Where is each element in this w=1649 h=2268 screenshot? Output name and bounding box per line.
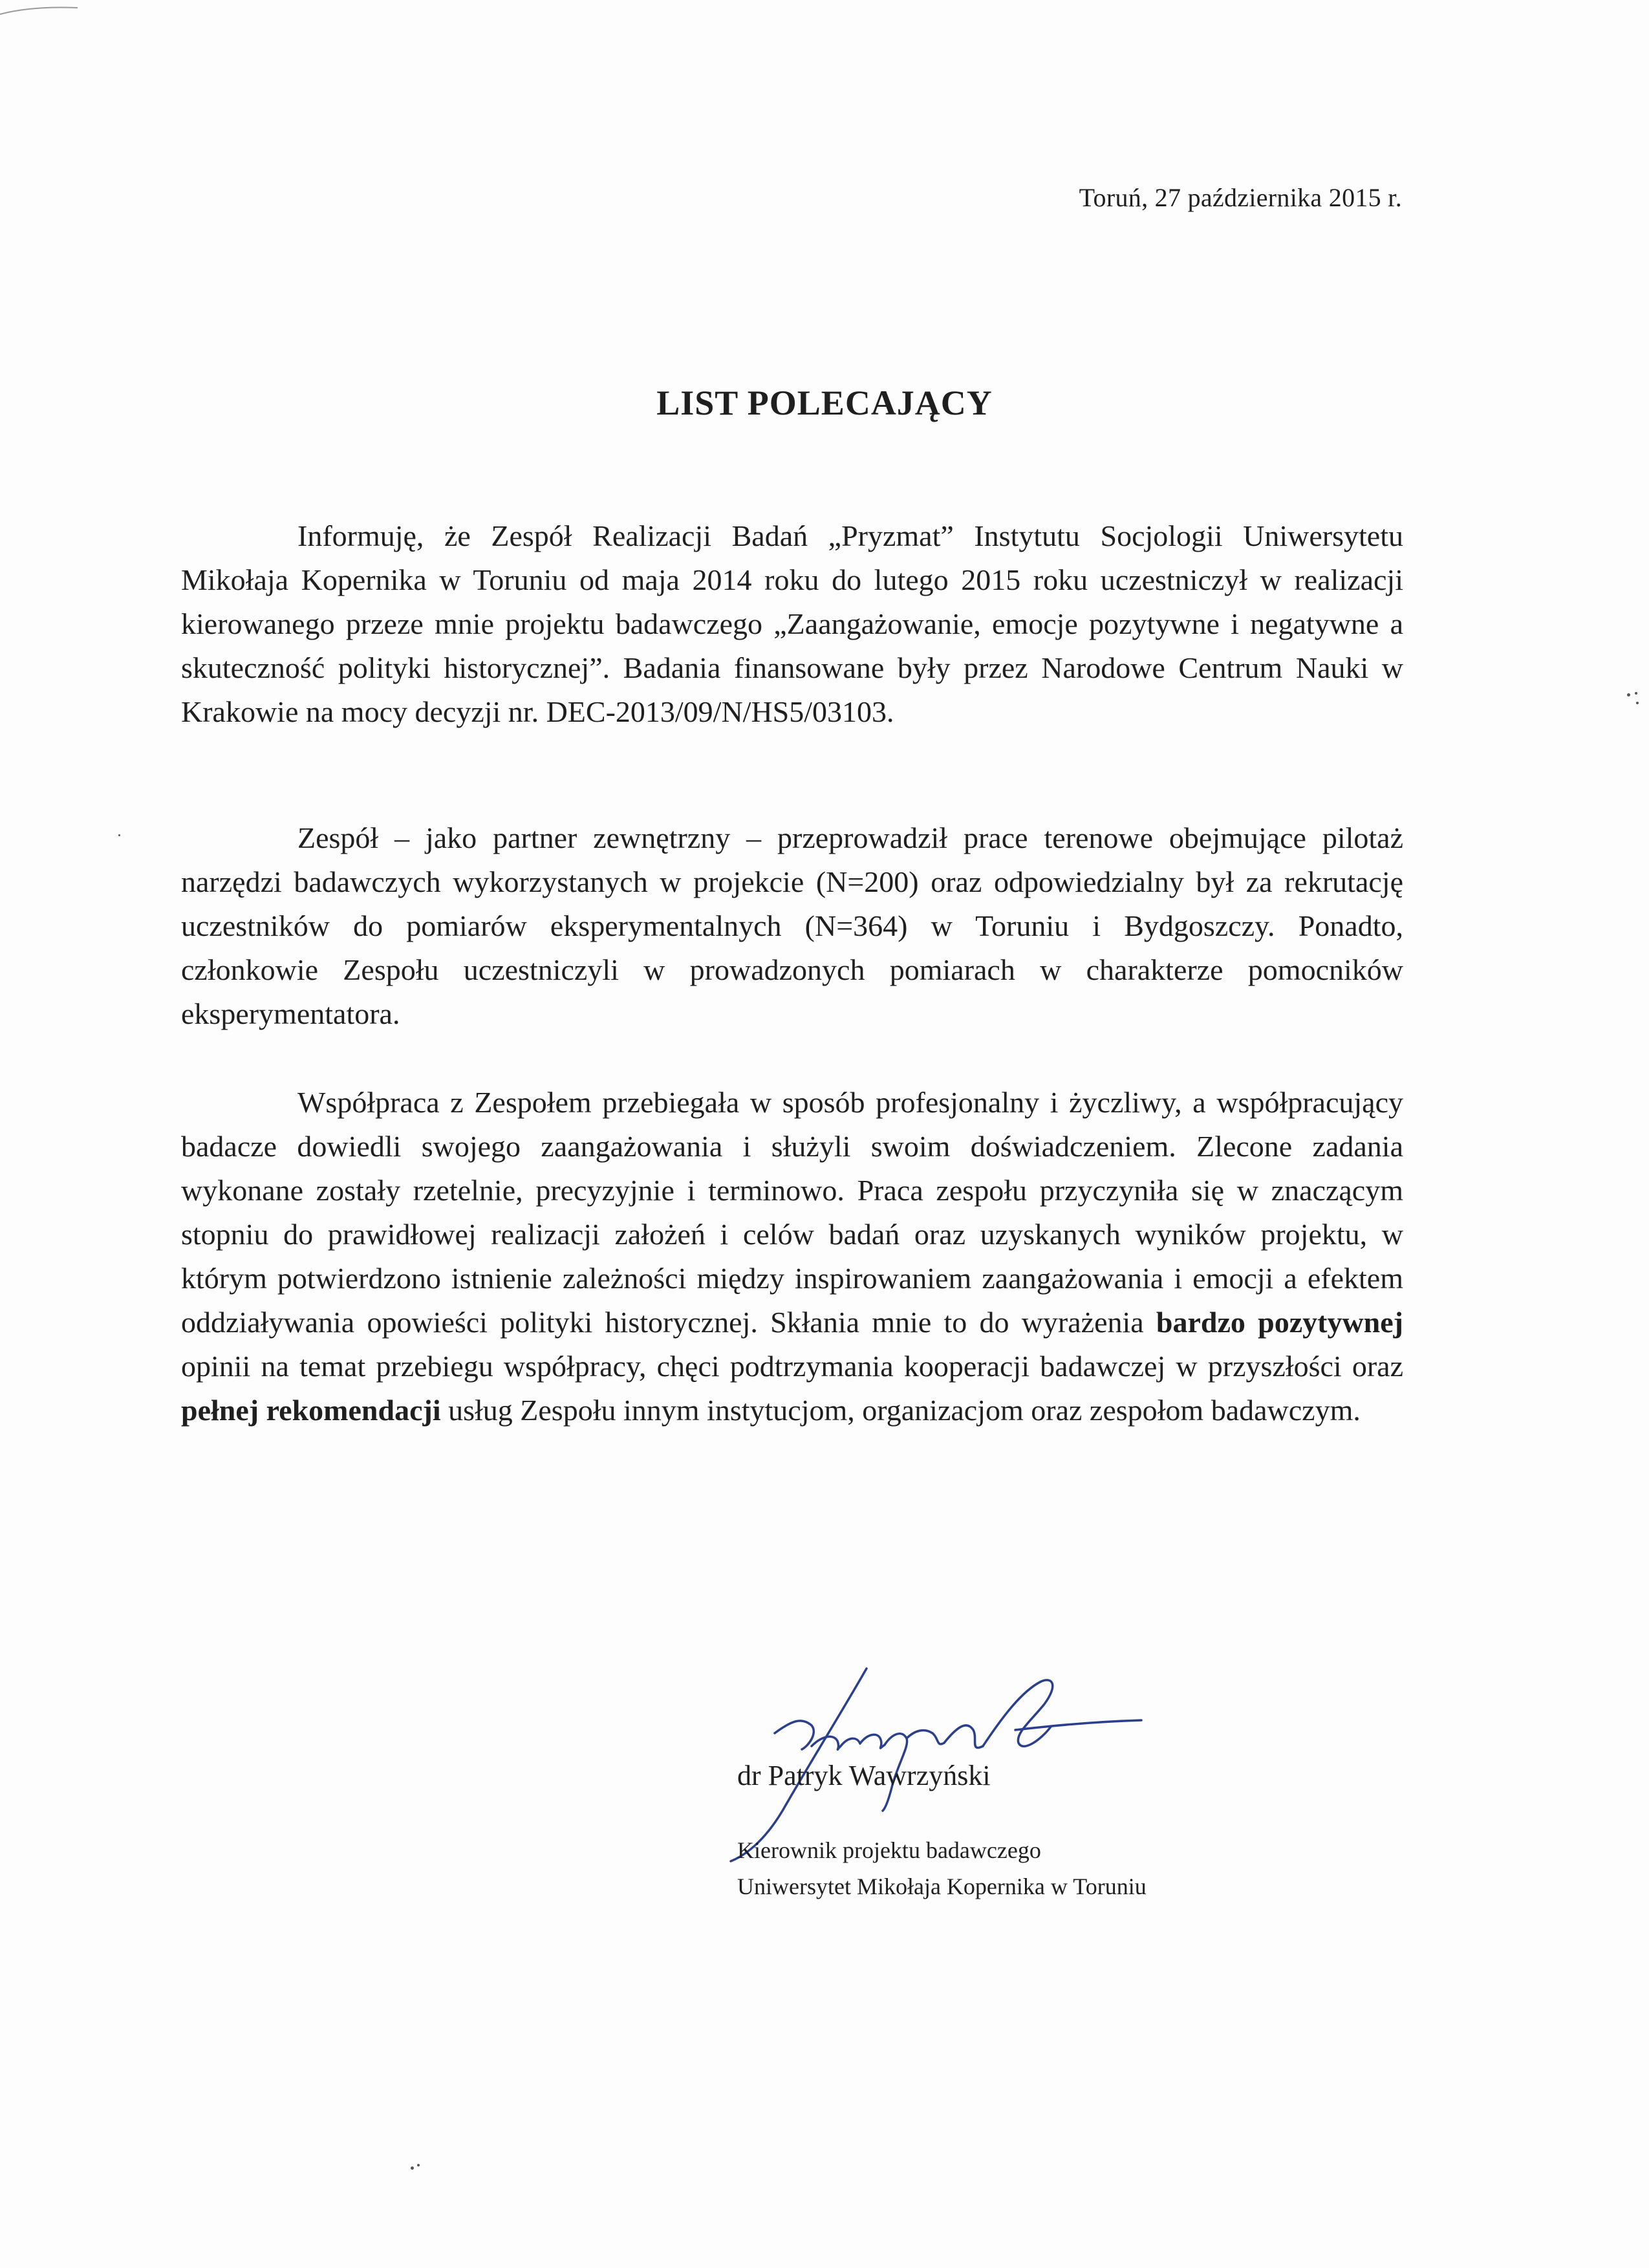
scan-dust-mark — [411, 2166, 414, 2170]
scan-dust-mark — [1635, 692, 1637, 695]
paragraph-3-part3: usług Zespołu innym instytucjom, organizacjom oraz zespołom badawczym. — [448, 1394, 1361, 1427]
paragraph-1 — [181, 514, 1403, 734]
signatory-role-line2: Uniwersytet Mikołaja Kopernika w Toruniu — [737, 1874, 1147, 1899]
paragraph-1-text: Informuję, że Zespół Realizacji Badań „Pryzmat” Instytutu Socjologii Uniwersytetu Mikołaja Kopernika w Toruniu od maja 2014 roku do lutego 2015 roku uczestniczył w realizacji kierowanego przeze mnie projektu badawczego „Zaangażowanie, emocje pozytywne i negatywne a skuteczność polityki historycznej”. Badania finansowane były przez Narodowe Centrum Nauki w Krakowie na mocy decyzji nr. DEC-2013/09/N/HS5/03103. — [181, 519, 1403, 728]
signatory-role — [737, 1832, 1147, 1905]
letter-title: LIST POLECAJĄCY — [656, 383, 993, 422]
paragraph-3-part1: Współpraca z Zespołem przebiegała w sposób profesjonalny i życzliwy, a współpracujący badacze dowiedli swojego zaangażowania i służyli swoim doświadczeniem. Zlecone zadania wykonane zostały rzetelnie, precyzyjnie i terminowo. Praca zespołu przyczyniła się w znaczącym stopniu do prawidłowej realizacji założeń i celów badań oraz uzyskanych wyników projektu, w którym potwierdzono istnienie zależności między inspirowaniem zaangażowania i emocji a efektem oddziaływania opowieści polityki historycznej. Skłania mnie to do wyrażenia — [181, 1086, 1403, 1339]
scan-dust-mark — [1636, 702, 1639, 704]
paragraph-3 — [181, 1081, 1403, 1432]
paragraph-3-bold1: bardzo pozytywnej — [1156, 1306, 1404, 1339]
place-date: Toruń, 27 października 2015 r. — [1079, 183, 1402, 212]
paragraph-3-bold2: pełnej rekomendacji — [181, 1394, 441, 1427]
scan-dust-mark — [417, 2164, 420, 2166]
signatory-name: dr Patryk Wawrzyński — [737, 1760, 991, 1791]
paragraph-2 — [181, 816, 1403, 1036]
scan-edge-mark — [0, 0, 91, 19]
signatory-role-line1: Kierownik projektu badawczego — [737, 1837, 1041, 1863]
scan-dust-mark — [118, 834, 120, 836]
scan-dust-mark — [1627, 693, 1630, 697]
paragraph-3-part2: opinii na temat przebiegu współpracy, chęci podtrzymania kooperacji badawczej w przyszłości oraz — [181, 1350, 1403, 1383]
paragraph-2-text: Zespół – jako partner zewnętrzny – przeprowadził prace terenowe obejmujące pilotaż narzędzi badawczych wykorzystanych w projekcie (N=200) oraz odpowiedzialny był za rekrutację uczestników do pomiarów eksperymentalnych (N=364) w Toruniu i Bydgoszczy. Ponadto, członkowie Zespołu uczestniczyli w prowadzonych pomiarach w charakterze pomocników eksperymentatora. — [181, 821, 1403, 1030]
paragraph-3-text — [181, 1081, 1403, 1432]
